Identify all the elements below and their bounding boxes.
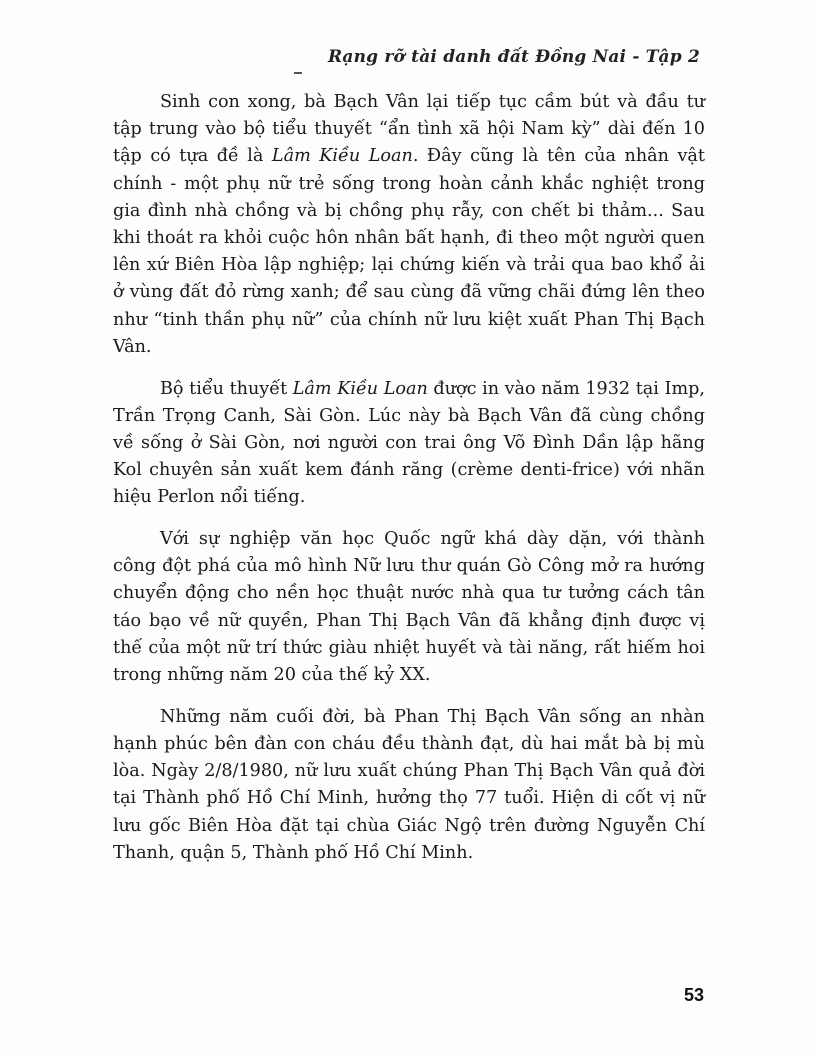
body-text [113, 89, 705, 881]
paragraph-3: Với sự nghiệp văn học Quốc ngữ khá dày dặn, với thành công đột phá của mô hình Nữ lưu thư quán Gò Công mở ra hướng chuyển động cho nền học thuật nước nhà qua tư tưởng cách tân táo bạo về nữ quyền, Phan Thị Bạch Vân đã khẳng định được vị thế của một nữ trí thức giàu nhiệt huyết và tài năng, rất hiếm hoi trong những năm 20 của thế kỷ XX. [113, 529, 705, 686]
book-title-italic: Lâm Kiều Loan [292, 378, 428, 399]
paragraph-2 [113, 376, 705, 512]
paragraph-4: Những năm cuối đời, bà Phan Thị Bạch Vân sống an nhàn hạnh phúc bên đàn con cháu đều thành đạt, dù hai mắt bà bị mù lòa. Ngày 2/8/1980, nữ lưu xuất chúng Phan Thị Bạch Vân quả đời tại Thành phố Hồ Chí Minh, hưởng thọ 77 tuổi. Hiện di cốt vị nữ lưu gốc Biên Hòa đặt tại chùa Giác Ngộ trên đường Nguyễn Chí Thanh, quận 5, Thành phố Hồ Chí Minh. [113, 706, 705, 863]
paragraph-1-text-a: Sinh con xong, bà Bạch Vân lại tiếp tục cầm bút và đầu tư tập trung vào bộ tiểu thuyết “ẩn tình xã hội Nam kỳ” dài đến 10 tập có tựa đề là [113, 92, 705, 167]
running-header-title: Rạng rỡ tài danh đất Đồng Nai - Tập 2 [328, 47, 700, 67]
printer-mark [294, 72, 302, 74]
page-number: 53 [683, 985, 704, 1005]
paragraph-2-text-a: Bộ tiểu thuyết [160, 378, 293, 399]
paragraph-2-text-b: được in vào năm 1932 tại Imp, Trần Trọng Canh, Sài Gòn. Lúc này bà Bạch Vân đã cùng chồng về sống ở Sài Gòn, nơi người con trai ông Võ Đình Dần lập hãng Kol chuyên sản xuất kem đánh răng (crème denti-frice) với nhãn hiệu Perlon nổi tiếng. [113, 378, 705, 508]
book-title-italic: Lâm Kiều Loan [271, 146, 413, 167]
paragraph-1-text-b: . Đây cũng là tên của nhân vật chính - một phụ nữ trẻ sống trong hoàn cảnh khắc nghiệt trong gia đình nhà chồng và bị chồng phụ rẫy, con chết bi thảm... Sau khi thoát ra khỏi cuộc hôn nhân bất hạnh, đi theo một người quen lên xứ Biên Hòa lập nghiệp; lại chứng kiến và trải qua bao khổ ải ở vùng đất đỏ rừng xanh; để sau cùng đã vững chãi đứng lên theo như “tinh thần phụ nữ” của chính nữ lưu kiệt xuất Phan Thị Bạch Vân. [113, 146, 705, 357]
paragraph-1 [113, 89, 705, 361]
